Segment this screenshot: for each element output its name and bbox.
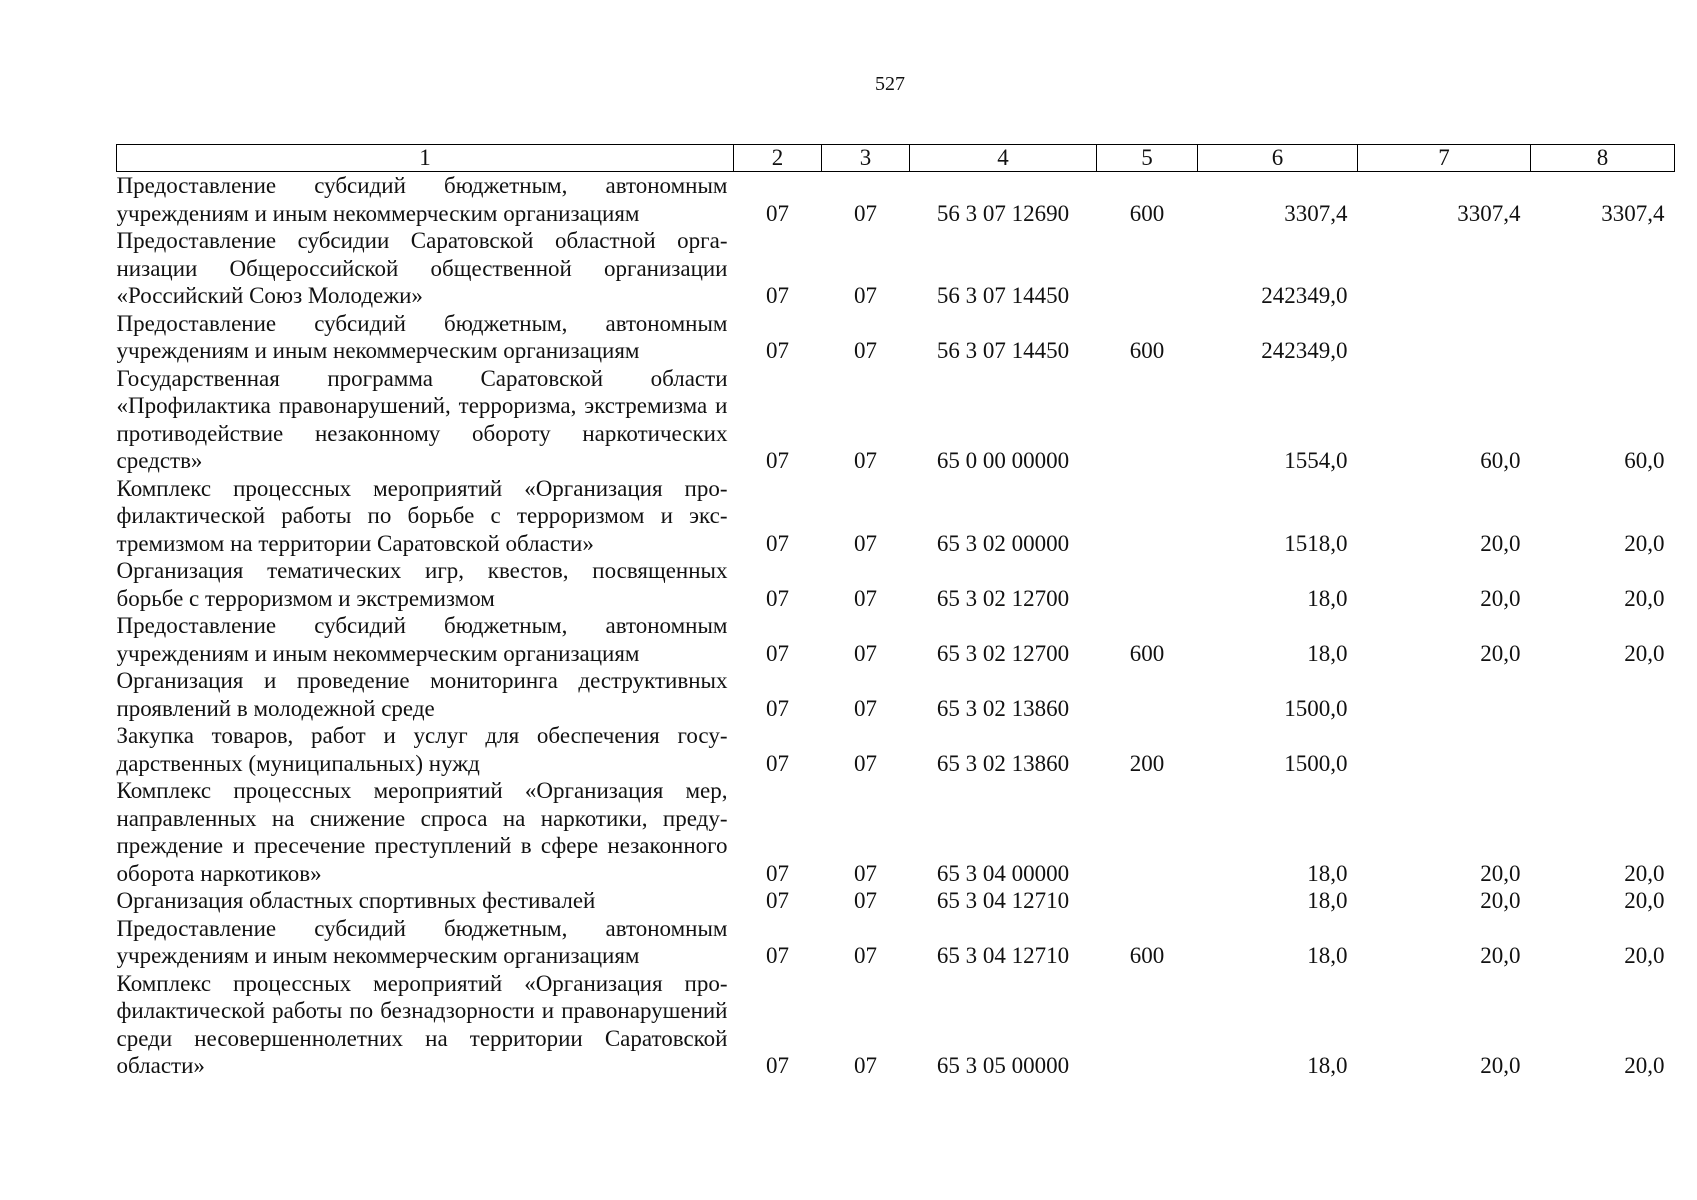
row-target-article: 65 3 02 12700 <box>936 640 1070 666</box>
row-description: Предоставление субсидий бюджетным, автономным учреждениям и иным некоммерческим организациям <box>116 173 728 226</box>
row-amount-col6: 18,0 <box>1307 640 1348 666</box>
row-amount-col6: 18,0 <box>1307 888 1348 913</box>
row-section-code: 07 <box>766 1053 789 1078</box>
budget-table <box>116 144 1675 1080</box>
page-number: 527 <box>875 73 905 95</box>
row-amount-col8: 20,0 <box>1624 530 1665 556</box>
row-target-article: 65 3 04 12710 <box>936 888 1070 913</box>
table-row <box>117 777 1675 887</box>
row-target-article: 65 0 00 00000 <box>936 448 1070 473</box>
row-description: Предоставление субсидий бюджетным, автономным учреждениям и иным некоммерческим организациям <box>116 613 728 666</box>
table-row <box>117 970 1675 1080</box>
row-amount-col6: 18,0 <box>1307 1053 1348 1078</box>
row-target-article: 65 3 02 12700 <box>936 585 1070 611</box>
header-col-1: 1 <box>117 145 734 172</box>
row-amount-col8: 20,0 <box>1624 888 1665 913</box>
header-col-8: 8 <box>1531 145 1675 172</box>
row-amount-col8: 20,0 <box>1624 1053 1665 1078</box>
row-amount-col6: 18,0 <box>1307 585 1348 611</box>
row-target-article: 65 3 02 00000 <box>936 530 1070 556</box>
row-amount-col6: 18,0 <box>1307 860 1348 886</box>
row-amount-col6: 18,0 <box>1307 943 1348 968</box>
row-amount-col8: 20,0 <box>1624 943 1665 968</box>
row-section-code: 07 <box>766 200 789 226</box>
header-col-7: 7 <box>1358 145 1531 172</box>
table-row <box>117 722 1675 777</box>
row-amount-col7: 20,0 <box>1480 888 1521 913</box>
row-amount-col7: 20,0 <box>1480 640 1521 666</box>
row-subsection-code: 07 <box>854 338 877 363</box>
row-section-code: 07 <box>766 283 789 308</box>
row-expense-type: 600 <box>1129 200 1165 226</box>
table-header-row <box>117 145 1675 172</box>
row-target-article: 65 3 05 00000 <box>936 1053 1070 1078</box>
row-expense-type: 600 <box>1129 943 1165 968</box>
row-amount-col8: 3307,4 <box>1601 200 1665 226</box>
table-row <box>117 557 1675 612</box>
row-description: Организация и проведение мониторинга деструктивных проявлений в молодежной среде <box>116 668 728 721</box>
row-expense-type <box>1097 667 1198 722</box>
row-subsection-code: 07 <box>854 530 877 556</box>
row-target-article: 56 3 07 14450 <box>936 283 1070 308</box>
row-amount-col8: 20,0 <box>1624 860 1665 886</box>
row-target-article: 65 3 02 13860 <box>936 750 1070 776</box>
row-amount-col8: 20,0 <box>1624 585 1665 611</box>
row-amount-col7: 20,0 <box>1480 585 1521 611</box>
row-amount-col7: 60,0 <box>1480 448 1521 473</box>
row-amount-col7 <box>1358 722 1531 777</box>
row-expense-type: 600 <box>1129 640 1165 666</box>
row-amount-col7: 3307,4 <box>1457 200 1521 226</box>
row-target-article: 65 3 04 12710 <box>936 943 1070 968</box>
row-description: Организация тематических игр, квестов, посвященных борьбе с терроризмом и экстремизмом <box>116 558 728 611</box>
row-target-article: 65 3 04 00000 <box>936 860 1070 886</box>
row-expense-type: 200 <box>1129 750 1165 776</box>
row-description: Предоставление субсидий бюджетным, автономным учреждениям и иным некоммерческим организациям <box>116 310 728 363</box>
row-amount-col7 <box>1358 310 1531 365</box>
table-row <box>117 915 1675 970</box>
row-description: Закупка товаров, работ и услуг для обеспечения государственных (муниципальных) нужд <box>116 723 728 776</box>
row-subsection-code: 07 <box>854 860 877 886</box>
row-amount-col6: 242349,0 <box>1261 283 1348 308</box>
row-expense-type <box>1097 970 1198 1080</box>
header-col-4: 4 <box>910 145 1097 172</box>
row-subsection-code: 07 <box>854 283 877 308</box>
table-row <box>117 887 1675 915</box>
row-amount-col8: 20,0 <box>1624 640 1665 666</box>
row-section-code: 07 <box>766 860 789 886</box>
row-amount-col7: 20,0 <box>1480 943 1521 968</box>
row-description: Организация областных спортивных фестивалей <box>116 888 596 913</box>
table-row <box>117 310 1675 365</box>
table-row <box>117 475 1675 558</box>
row-amount-col7 <box>1358 227 1531 310</box>
row-subsection-code: 07 <box>854 750 877 776</box>
table-row <box>117 172 1675 228</box>
table-row <box>117 612 1675 667</box>
row-subsection-code: 07 <box>854 585 877 611</box>
row-section-code: 07 <box>766 695 789 721</box>
table-body <box>117 172 1675 1080</box>
row-amount-col7: 20,0 <box>1480 1053 1521 1078</box>
row-amount-col7: 20,0 <box>1480 530 1521 556</box>
row-amount-col7 <box>1358 667 1531 722</box>
row-subsection-code: 07 <box>854 695 877 721</box>
row-expense-type <box>1097 557 1198 612</box>
row-amount-col8: 60,0 <box>1624 448 1665 473</box>
header-col-3: 3 <box>822 145 910 172</box>
row-expense-type <box>1097 777 1198 887</box>
row-expense-type <box>1097 887 1198 915</box>
row-amount-col8 <box>1531 310 1675 365</box>
row-amount-col6: 1518,0 <box>1284 530 1348 556</box>
row-description: Предоставление субсидий бюджетным, автономным учреждениям и иным некоммерческим организациям <box>116 915 728 968</box>
row-target-article: 65 3 02 13860 <box>936 695 1070 721</box>
row-expense-type <box>1097 365 1198 475</box>
row-subsection-code: 07 <box>854 943 877 968</box>
row-section-code: 07 <box>766 585 789 611</box>
row-subsection-code: 07 <box>854 200 877 226</box>
row-description: Комплекс процессных мероприятий «Организация профилактической работы по безнадзорности и правонарушений среди несовершеннолетних на территории Саратовской области» <box>116 970 728 1078</box>
row-subsection-code: 07 <box>854 1053 877 1078</box>
row-subsection-code: 07 <box>854 448 877 473</box>
row-expense-type <box>1097 475 1198 558</box>
row-description: Комплекс процессных мероприятий «Организация профилактической работы по борьбе с терроризмом и экстремизмом на территории Саратовской области» <box>116 475 728 556</box>
row-amount-col6: 242349,0 <box>1261 338 1348 363</box>
table-row <box>117 227 1675 310</box>
row-target-article: 56 3 07 12690 <box>936 200 1070 226</box>
header-col-6: 6 <box>1198 145 1358 172</box>
row-section-code: 07 <box>766 943 789 968</box>
header-col-2: 2 <box>734 145 822 172</box>
row-description: Предоставление субсидии Саратовской областной организации Общероссийской общественной организации «Российский Союз Молодежи» <box>116 228 728 308</box>
row-amount-col7: 20,0 <box>1480 860 1521 886</box>
row-subsection-code: 07 <box>854 640 877 666</box>
row-description: Комплекс процессных мероприятий «Организация мер, направленных на снижение спроса на наркотики, предупреждение и пресечение преступлений в сфере незаконного оборота наркотиков» <box>116 778 728 886</box>
row-amount-col6: 3307,4 <box>1284 200 1348 226</box>
row-amount-col8 <box>1531 667 1675 722</box>
row-section-code: 07 <box>766 448 789 473</box>
row-target-article: 56 3 07 14450 <box>936 338 1070 363</box>
row-description: Государственная программа Саратовской области «Профилактика правонарушений, терроризма, экстремизма и противодействие незаконному обороту наркотических средств» <box>116 365 728 473</box>
row-section-code: 07 <box>766 640 789 666</box>
row-expense-type: 600 <box>1129 338 1165 363</box>
row-amount-col6: 1500,0 <box>1284 695 1348 721</box>
row-amount-col8 <box>1531 722 1675 777</box>
header-col-5: 5 <box>1097 145 1198 172</box>
row-section-code: 07 <box>766 530 789 556</box>
row-section-code: 07 <box>766 750 789 776</box>
row-amount-col6: 1554,0 <box>1284 448 1348 473</box>
row-amount-col8 <box>1531 227 1675 310</box>
table-row <box>117 667 1675 722</box>
table-row <box>117 365 1675 475</box>
row-subsection-code: 07 <box>854 888 877 913</box>
row-section-code: 07 <box>766 338 789 363</box>
row-section-code: 07 <box>766 888 789 913</box>
row-amount-col6: 1500,0 <box>1284 750 1348 776</box>
row-expense-type <box>1097 227 1198 310</box>
